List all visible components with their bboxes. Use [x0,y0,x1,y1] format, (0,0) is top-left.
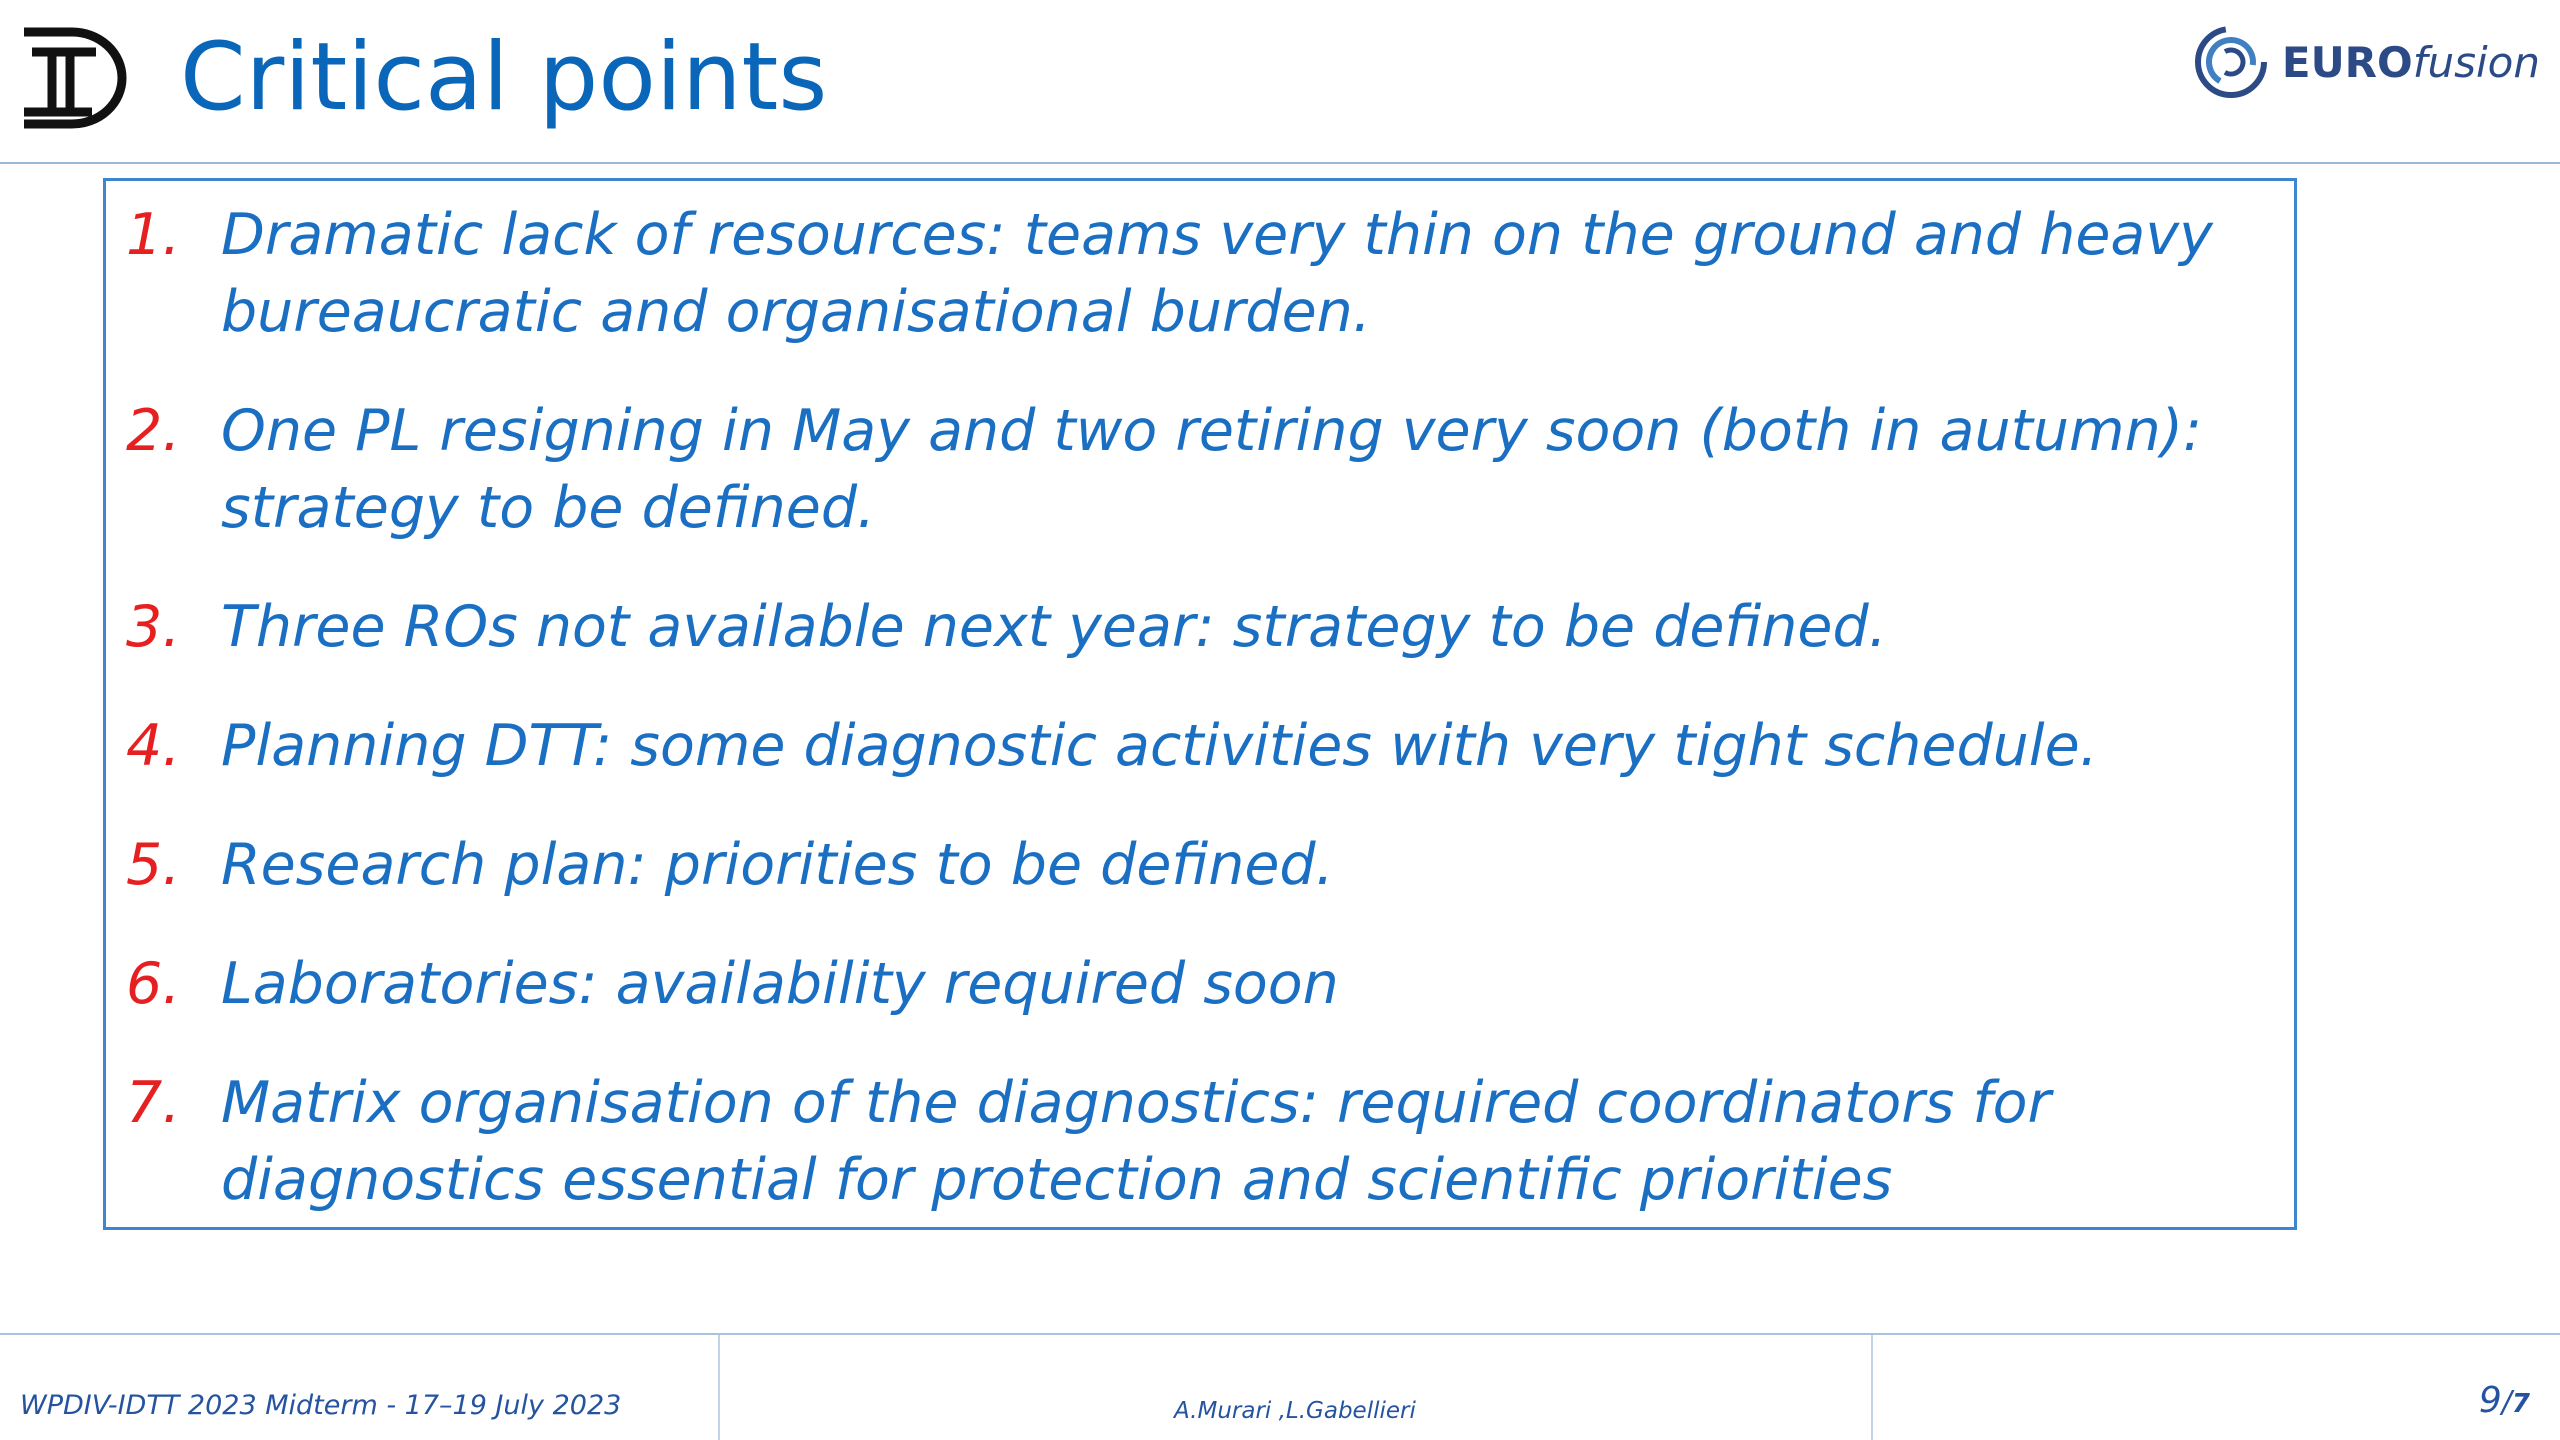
list-item [126,946,2270,1023]
point-text: One PL resigning in May and two retiring very soon (both in autumn): strategy to be defined. [221,398,2203,541]
list-item [126,589,2270,666]
point-number: 2. [126,398,181,464]
point-number: 6. [126,951,181,1017]
slide-header [0,0,2560,162]
page-separator: / [2501,1385,2512,1420]
header-divider [0,162,2560,164]
point-text: Dramatic lack of resources: teams very thin on the ground and heavy bureaucratic and organisational burden. [221,202,2213,345]
dtt-logo-icon [18,26,134,130]
list-item [126,1065,2270,1219]
point-number: 5. [126,832,181,898]
eurofusion-swirl-icon [2192,23,2270,101]
footer-event: WPDIV-IDTT 2023 Midterm - 17–19 July 2023 [20,1390,622,1421]
page-total: 7 [2511,1389,2530,1419]
slide-title: Critical points [180,23,828,132]
list-item [126,393,2270,547]
point-number: 1. [126,202,181,268]
footer-authors: A.Murari ,L.Gabellieri [1174,1398,1416,1424]
point-number: 4. [126,713,181,779]
footer-divider [0,1333,2560,1335]
point-text: Laboratories: availability required soon [221,951,1339,1017]
page-current: 9 [2478,1380,2502,1421]
point-number: 3. [126,594,181,660]
point-text: Matrix organisation of the diagnostics: required coordinators for diagnostics essential for protection and scientific priorities [221,1070,2051,1213]
point-text: Research plan: priorities to be defined. [221,832,1334,898]
eurofusion-logo [2192,22,2540,102]
footer-separator-left [718,1335,720,1440]
point-text: Three ROs not available next year: strategy to be defined. [221,594,1887,660]
footer-separator-right [1871,1335,1873,1440]
eurofusion-wordmark-italic: fusion [2412,37,2540,87]
list-item [126,708,2270,785]
critical-points-list [126,197,2270,1219]
eurofusion-wordmark [2282,38,2540,87]
list-item [126,827,2270,904]
point-text: Planning DTT: some diagnostic activities with very tight schedule. [221,713,2098,779]
critical-points-box [103,178,2297,1230]
eurofusion-wordmark-bold: EURO [2281,37,2413,87]
page-number [2479,1380,2530,1421]
point-number: 7. [126,1070,181,1136]
list-item [126,197,2270,351]
